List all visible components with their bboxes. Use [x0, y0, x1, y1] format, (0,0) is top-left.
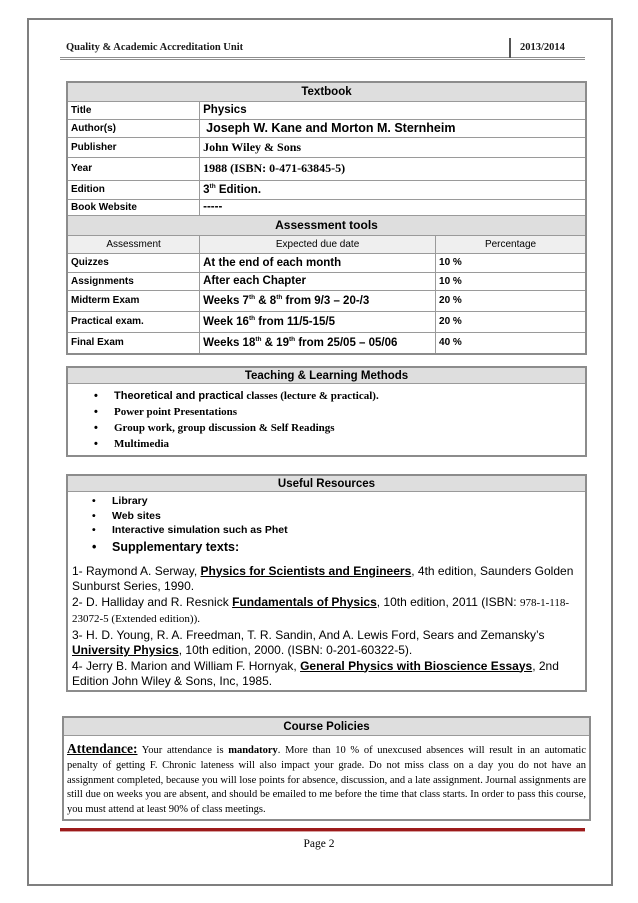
textbook-value-publisher: John Wiley & Sons [200, 137, 586, 157]
assessment-name: Practical exam. [67, 311, 200, 332]
assessment-due: After each Chapter [200, 272, 436, 290]
assessment-pct: 20 % [436, 311, 586, 332]
assessment-pct: 20 % [436, 290, 586, 311]
assessment-pct: 10 % [436, 253, 586, 272]
attendance-policy: Attendance: Your attendance is mandatory. More than 10 % of unexcused absences will result in an automatic penalty of getting F. Chronic lateness will also impact your grade. Do not miss class on a day you do not have an assignment completed, because you will lose points for absence, discussion, and a late assignment. Journal assignments are still due on weeks you are absent, and should be emailed to me before the time that class starts. In order to pass this course, you must attend at least 90% of class meetings. [67, 741, 586, 816]
page-header [60, 38, 585, 60]
resources-list [68, 492, 585, 556]
assessment-heading: Assessment tools [67, 215, 586, 235]
reference-4: 4- Jerry B. Marion and William F. Hornyak, General Physics with Bioscience Essays, 2nd Edition John Wiley & Sons, Inc, 1985. [72, 658, 559, 688]
assessment-col-due: Expected due date [200, 235, 436, 253]
assessment-due: Week 16th from 11/5-15/5 [200, 311, 436, 332]
course-info-table [66, 81, 587, 355]
textbook-label-edition: Edition [67, 180, 200, 199]
assessment-due: Weeks 7th & 8th from 9/3 – 20-/3 [200, 290, 436, 311]
assessment-col-pct: Percentage [436, 235, 586, 253]
assessment-due: At the end of each month [200, 253, 436, 272]
list-item: • Library [92, 494, 585, 509]
list-item: • Interactive simulation such as Phet [92, 523, 585, 538]
list-item: • Multimedia [94, 436, 585, 452]
teaching-methods-box [66, 366, 587, 457]
textbook-label-title: Title [67, 101, 200, 119]
textbook-label-year: Year [67, 157, 200, 180]
textbook-label-website: Book Website [67, 199, 200, 215]
resources-heading: Useful Resources [68, 476, 585, 492]
teaching-list [68, 384, 585, 452]
assessment-due: Weeks 18th & 19th from 25/05 – 05/06 [200, 332, 436, 354]
textbook-heading: Textbook [67, 82, 586, 101]
textbook-label-publisher: Publisher [67, 137, 200, 157]
reference-2: 2- D. Halliday and R. Resnick Fundamentals of Physics, 10th edition, 2011 (ISBN: 978-1-118-23072-5 (Extended edition)). [72, 594, 570, 625]
textbook-value-website: ----- [200, 199, 586, 215]
list-item: • Supplementary texts: [92, 538, 585, 556]
assessment-pct: 10 % [436, 272, 586, 290]
list-item: • Web sites [92, 509, 585, 524]
reference-3: 3- H. D. Young, R. A. Freedman, T. R. Sandin, And A. Lewis Ford, Sears and Zemansky’s University Physics, 10th edition, 2000. (ISBN: 0-201-60322-5). [72, 627, 545, 657]
assessment-name: Midterm Exam [67, 290, 200, 311]
textbook-value-edition: 3th Edition. [200, 180, 586, 199]
footer-rule [60, 828, 585, 832]
assessment-name: Final Exam [67, 332, 200, 354]
page-number: Page 2 [303, 838, 335, 850]
assessment-name: Quizzes [67, 253, 200, 272]
assessment-col-name: Assessment [67, 235, 200, 253]
textbook-value-year: 1988 (ISBN: 0-471-63845-5) [200, 157, 586, 180]
textbook-value-authors: Joseph W. Kane and Morton M. Sternheim [200, 119, 586, 137]
list-item: • Theoretical and practical classes (lecture & practical). [94, 388, 585, 404]
reference-1: 1- Raymond A. Serway, Physics for Scientists and Engineers, 4th edition, Saunders Golden Sunburst Series, 1990. [72, 563, 574, 593]
assessment-name: Assignments [67, 272, 200, 290]
policies-heading: Course Policies [64, 718, 589, 736]
list-item: • Power point Presentations [94, 404, 585, 420]
assessment-pct: 40 % [436, 332, 586, 354]
teaching-heading: Teaching & Learning Methods [68, 368, 585, 384]
course-policies-box [62, 716, 591, 821]
supplementary-texts [68, 556, 585, 690]
header-year: 2013/2014 [520, 42, 565, 53]
header-separator [509, 38, 511, 58]
list-item: • Group work, group discussion & Self Readings [94, 420, 585, 436]
header-unit: Quality & Academic Accreditation Unit [66, 42, 244, 53]
useful-resources-box [66, 474, 587, 692]
textbook-value-title: Physics [200, 101, 586, 119]
textbook-label-authors: Author(s) [67, 119, 200, 137]
